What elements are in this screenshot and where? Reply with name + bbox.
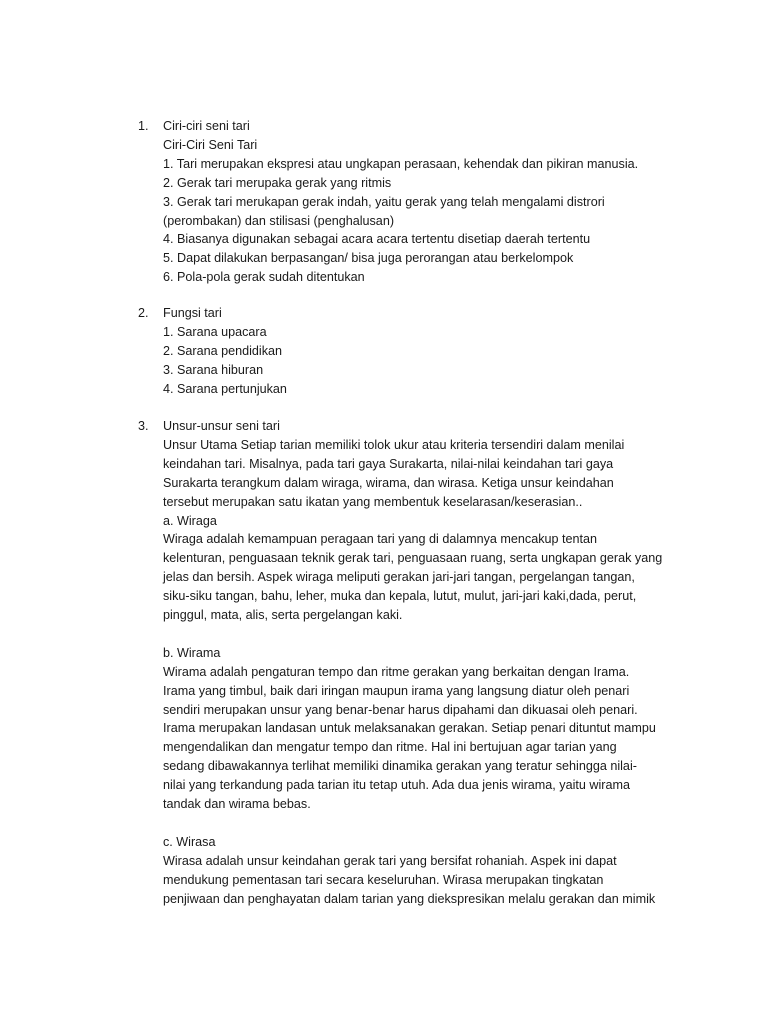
subsection-heading: b. Wirama xyxy=(163,645,221,660)
subheading: Ciri-Ciri Seni Tari xyxy=(163,137,258,152)
paragraph-line: keindahan tari. Misalnya, pada tari gaya Surakarta, nilai-nilai keindahan tari gaya xyxy=(163,456,614,471)
intro-paragraph xyxy=(163,436,663,512)
paragraph-line: sedang dibawakannya terlihat memiliki dinamika gerakan yang teratur sehingga nilai- xyxy=(163,759,637,774)
paragraph-line: Wirasa adalah unsur keindahan gerak tari yang bersifat rohaniah. Aspek ini dapat xyxy=(163,853,617,868)
paragraph-line: siku-siku tangan, bahu, leher, muka dan kepala, lutut, mulut, jari-jari kaki,dada, perut, xyxy=(163,589,637,604)
section-title: Fungsi tari xyxy=(163,306,222,320)
subsection-wirasa xyxy=(163,833,663,909)
paragraph-line: nilai yang terkandung pada tarian itu tetap utuh. Ada dua jenis wirama, yaitu wirama xyxy=(163,778,630,793)
list-item: 3. Gerak tari merukapan gerak indah, yaitu gerak yang telah mengalami distrori xyxy=(163,194,605,209)
paragraph-line: Wirama adalah pengaturan tempo dan ritme gerakan yang berkaitan dengan Irama. xyxy=(163,664,630,679)
section-body xyxy=(163,304,663,399)
section-title: Unsur-unsur seni tari xyxy=(163,419,280,433)
subsection-wirama xyxy=(163,644,663,814)
list-item: 1. Tari merupakan ekspresi atau ungkapan perasaan, kehendak dan pikiran manusia. xyxy=(163,156,639,171)
section-number: 3. xyxy=(138,419,149,433)
paragraph-line: tersebut merupakan satu ikatan yang membentuk keselarasan/keserasian.. xyxy=(163,494,583,509)
section-body xyxy=(163,417,663,909)
subsection-wiraga xyxy=(163,512,663,625)
paragraph-line: kelenturan, penguasaan teknik gerak tari, penguasaan ruang, serta ungkapan gerak yang xyxy=(163,551,663,566)
section-number: 2. xyxy=(138,306,149,320)
list-item-continuation: (perombakan) dan stilisasi (penghalusan) xyxy=(163,213,395,228)
paragraph-line: Irama merupakan landasan untuk melaksanakan gerakan. Setiap penari dituntut mampu xyxy=(163,721,656,736)
subsection-heading: c. Wirasa xyxy=(163,834,216,849)
paragraph-line: mendukung pementasan tari secara keseluruhan. Wirasa merupakan tingkatan xyxy=(163,872,604,887)
list-item: 2. Gerak tari merupaka gerak yang ritmis xyxy=(163,175,392,190)
paragraph-line: mengendalikan dan mengatur tempo dan ritme. Hal ini bertujuan agar tarian yang xyxy=(163,740,617,755)
list-item: 6. Pola-pola gerak sudah ditentukan xyxy=(163,270,365,285)
paragraph-line: pinggul, mata, alis, serta pergelangan kaki. xyxy=(163,608,403,623)
list-item: 2. Sarana pendidikan xyxy=(163,343,283,358)
subsection-heading: a. Wiraga xyxy=(163,513,217,528)
paragraph-line: Wiraga adalah kemampuan peragaan tari yang di dalamnya mencakup tentan xyxy=(163,532,598,547)
paragraph-line: Surakarta terangkum dalam wiraga, wirama, dan wirasa. Ketiga unsur keindahan xyxy=(163,475,614,490)
section-number: 1. xyxy=(138,119,149,133)
list-item: 5. Dapat dilakukan berpasangan/ bisa juga perorangan atau berkelompok xyxy=(163,251,574,266)
paragraph-line: Irama yang timbul, baik dari iringan maupun irama yang langsung diatur oleh penari xyxy=(163,683,630,698)
paragraph-line: penjiwaan dan penghayatan dalam tarian yang diekspresikan melalu gerakan dan mimik xyxy=(163,891,656,906)
section-title: Ciri-ciri seni tari xyxy=(163,119,250,133)
list-item: 4. Sarana pertunjukan xyxy=(163,381,287,396)
paragraph-line: sendiri merupakan unsur yang benar-benar harus dipahami dan dikuasai oleh penari. xyxy=(163,702,638,717)
list-item: 4. Biasanya digunakan sebagai acara acara tertentu disetiap daerah tertentu xyxy=(163,232,591,247)
list-item: 3. Sarana hiburan xyxy=(163,362,264,377)
paragraph-line: jelas dan bersih. Aspek wiraga meliputi gerakan jari-jari tangan, pergelangan tangan, xyxy=(163,570,635,585)
list-item: 1. Sarana upacara xyxy=(163,324,267,339)
paragraph-line: Unsur Utama Setiap tarian memiliki tolok ukur atau kriteria tersendiri dalam menilai xyxy=(163,437,625,452)
paragraph-line: tandak dan wirama bebas. xyxy=(163,797,311,812)
section-body xyxy=(163,117,663,287)
